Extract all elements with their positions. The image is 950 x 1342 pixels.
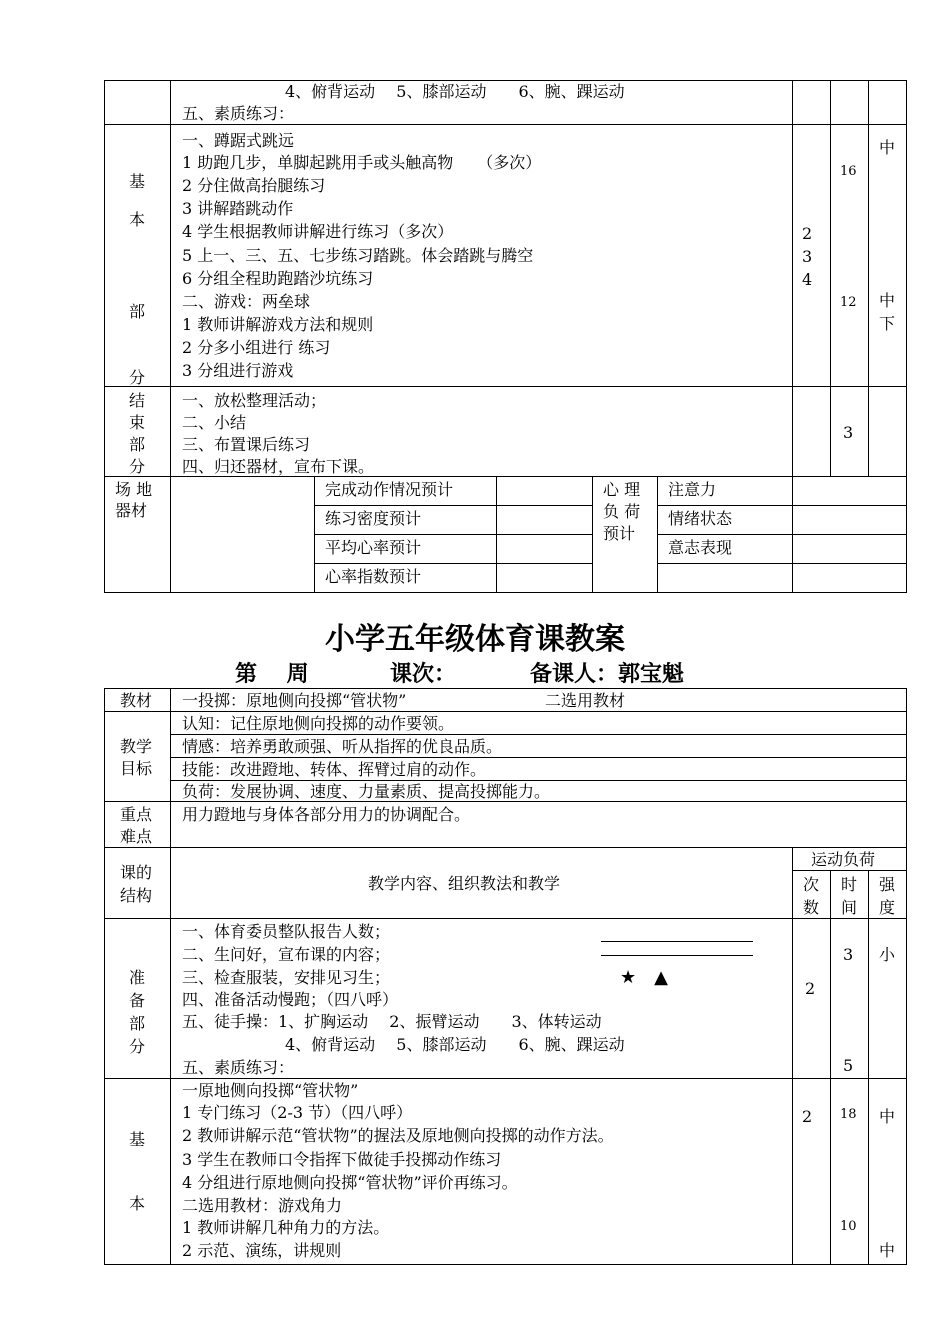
- prep-label-4: 分: [129, 1037, 146, 1056]
- top-basic-line: 2 分住做高抬腿练习: [182, 176, 326, 195]
- top-basic-line: 1 教师讲解游戏方法和规则: [182, 315, 374, 334]
- top-basic-line: 4 学生根据教师讲解进行练习（多次）: [182, 222, 454, 241]
- top-basic-count-2: 3: [802, 247, 813, 266]
- prep-label-3: 部: [129, 1014, 146, 1033]
- top-basic-count-1: 2: [802, 224, 813, 243]
- top-basic-intensity-2a: 中: [879, 291, 896, 310]
- prep-label-1: 准: [129, 968, 146, 987]
- load-col-time-1: 时: [841, 875, 858, 894]
- top-end-label-4: 分: [129, 457, 146, 476]
- top-basic-time-1: 16: [840, 164, 857, 179]
- top-end-label-2: 束: [129, 413, 146, 432]
- goal-line: 负荷：发展协调、速度、力量素质、提高投掷能力。: [182, 782, 551, 801]
- top-basic-line: 3 讲解踏跳动作: [182, 199, 294, 218]
- top-cont-line-1: 4、俯背运动 5、膝部运动 6、腕、踝运动: [285, 82, 625, 101]
- top-end-line: 一、放松整理活动；: [182, 391, 327, 410]
- goal-line: 技能：改进蹬地、转体、挥臂过肩的动作。: [182, 760, 487, 779]
- basic-label-2: 本: [129, 1194, 146, 1213]
- basic-intensity-2: 中: [879, 1241, 896, 1260]
- basic-line: 2 教师讲解示范“管状物”的握法及原地侧向投掷的动作方法。: [182, 1126, 614, 1145]
- key-label-2: 难点: [120, 827, 153, 846]
- page-title: 小学五年级体育课教案: [325, 622, 625, 657]
- prep-line: 五、素质练习：: [182, 1058, 295, 1077]
- basic-line: 二选用教材：游戏角力: [182, 1196, 343, 1215]
- goal-label-2: 目标: [120, 759, 153, 778]
- top-basic-count-3: 4: [802, 270, 813, 289]
- psych-item: 意志表现: [668, 538, 733, 557]
- prep-time-2: 5: [843, 1056, 854, 1075]
- psych-item: 注意力: [668, 480, 717, 499]
- basic-line: 一原地侧向投掷“管状物”: [182, 1081, 359, 1100]
- top-basic-label-2: 本: [129, 210, 146, 229]
- prep-count: 2: [805, 979, 816, 998]
- basic-count: 2: [802, 1107, 813, 1126]
- prep-line: 三、检查服装，安排见习生；: [182, 968, 391, 987]
- goal-line: 认知：记住原地侧向投掷的动作要领。: [182, 714, 455, 733]
- top-basic-label-3: 部: [129, 302, 146, 321]
- top-end-line: 二、小结: [182, 413, 247, 432]
- psych-label-3: 预计: [603, 524, 636, 543]
- venue-label-1: 场 地: [115, 480, 153, 499]
- key-text: 用力蹬地与身体各部分用力的协调配合。: [182, 805, 471, 824]
- basic-time-2: 10: [840, 1219, 857, 1234]
- venue-item: 平均心率预计: [325, 538, 422, 557]
- top-basic-intensity-1: 中: [879, 138, 896, 157]
- material-text: 一投掷：原地侧向投掷“管状物”: [182, 691, 407, 710]
- basic-line: 2 示范、演练，讲规则: [182, 1241, 342, 1260]
- key-label-1: 重点: [120, 805, 153, 824]
- basic-line: 3 学生在教师口令指挥下做徒手投掷动作练习: [182, 1150, 502, 1169]
- formation-line-2: [601, 955, 753, 956]
- top-basic-line: 5 上一、三、五、七步练习踏跳。体会踏跳与腾空: [182, 246, 534, 265]
- basic-line: 4 分组进行原地侧向投掷“管状物”评价再练习。: [182, 1173, 518, 1192]
- load-col-time-2: 间: [841, 898, 858, 917]
- goal-label-1: 教学: [120, 737, 153, 756]
- top-basic-line: 二、游戏：两垒球: [182, 292, 311, 311]
- venue-item: 心率指数预计: [325, 567, 422, 586]
- top-end-line: 三、布置课后练习: [182, 435, 311, 454]
- top-end-time: 3: [843, 423, 854, 442]
- basic-line: 1 专门练习（2-3 节）（四八呼）: [182, 1103, 413, 1122]
- top-basic-line: 2 分多小组进行 练习: [182, 338, 331, 357]
- prep-line: 一、体育委员整队报告人数；: [182, 922, 391, 941]
- top-end-label-3: 部: [129, 435, 146, 454]
- material-text-2: 二选用教材: [545, 691, 626, 710]
- prep-line: 4、俯背运动 5、膝部运动 6、腕、踝运动: [285, 1035, 625, 1054]
- top-basic-line: 3 分组进行游戏: [182, 361, 294, 380]
- basic-time-1: 18: [840, 1107, 857, 1122]
- struct-label-1: 课的: [120, 863, 153, 882]
- basic-intensity-1: 中: [879, 1107, 896, 1126]
- prep-line: 五、徒手操：1、扩胸运动 2、振臂运动 3、体转运动: [182, 1012, 602, 1031]
- prep-line: 二、生问好，宣布课的内容；: [182, 945, 391, 964]
- goal-line: 情感：培养勇敢顽强、听从指挥的优良品质。: [182, 737, 503, 756]
- prep-intensity: 小: [879, 945, 896, 964]
- formation-line-1: [601, 941, 753, 942]
- basic-label-1: 基: [129, 1130, 146, 1149]
- load-col-count-2: 数: [803, 898, 820, 917]
- top-basic-line: 1 助跑几步，单脚起跳用手或头触高物 （多次）: [182, 153, 542, 172]
- venue-label-2: 器材: [115, 501, 148, 520]
- psych-label-1: 心 理: [603, 480, 641, 499]
- prep-label-2: 备: [129, 991, 146, 1010]
- subtitle-preparer: 备课人：郭宝魁: [530, 662, 685, 687]
- load-header: 运动负荷: [811, 850, 876, 869]
- venue-item: 练习密度预计: [325, 509, 422, 528]
- psych-label-2: 负 荷: [603, 502, 641, 521]
- basic-line: 1 教师讲解几种角力的方法。: [182, 1218, 390, 1237]
- psych-item: 情绪状态: [668, 509, 733, 528]
- prep-time-1: 3: [843, 945, 854, 964]
- content-header: 教学内容、组织教法和教学: [368, 874, 561, 893]
- top-cont-line-2: 五、素质练习：: [182, 104, 295, 123]
- top-basic-label-1: 基: [129, 172, 146, 191]
- top-end-line: 四、归还器材，宣布下课。: [182, 457, 375, 476]
- struct-label-2: 结构: [120, 886, 153, 905]
- venue-item: 完成动作情况预计: [325, 480, 454, 499]
- top-end-label-1: 结: [129, 391, 146, 410]
- load-col-intensity-2: 度: [879, 898, 896, 917]
- top-basic-intensity-2b: 下: [879, 314, 896, 333]
- top-basic-line: 6 分组全程助跑踏沙坑练习: [182, 269, 374, 288]
- prep-line: 四、准备活动慢跑；（四八呼）: [182, 990, 399, 1009]
- load-col-count-1: 次: [803, 875, 820, 894]
- load-col-intensity-1: 强: [879, 875, 896, 894]
- formation-symbols: ★ ▲: [620, 967, 668, 988]
- subtitle-week: 第 周: [235, 662, 309, 687]
- material-label: 教材: [120, 691, 153, 710]
- subtitle-lesson: 课次：: [390, 662, 457, 687]
- top-basic-time-2: 12: [840, 295, 857, 310]
- top-basic-label-4: 分: [129, 368, 146, 387]
- top-basic-line: 一、蹲踞式跳远: [182, 131, 295, 150]
